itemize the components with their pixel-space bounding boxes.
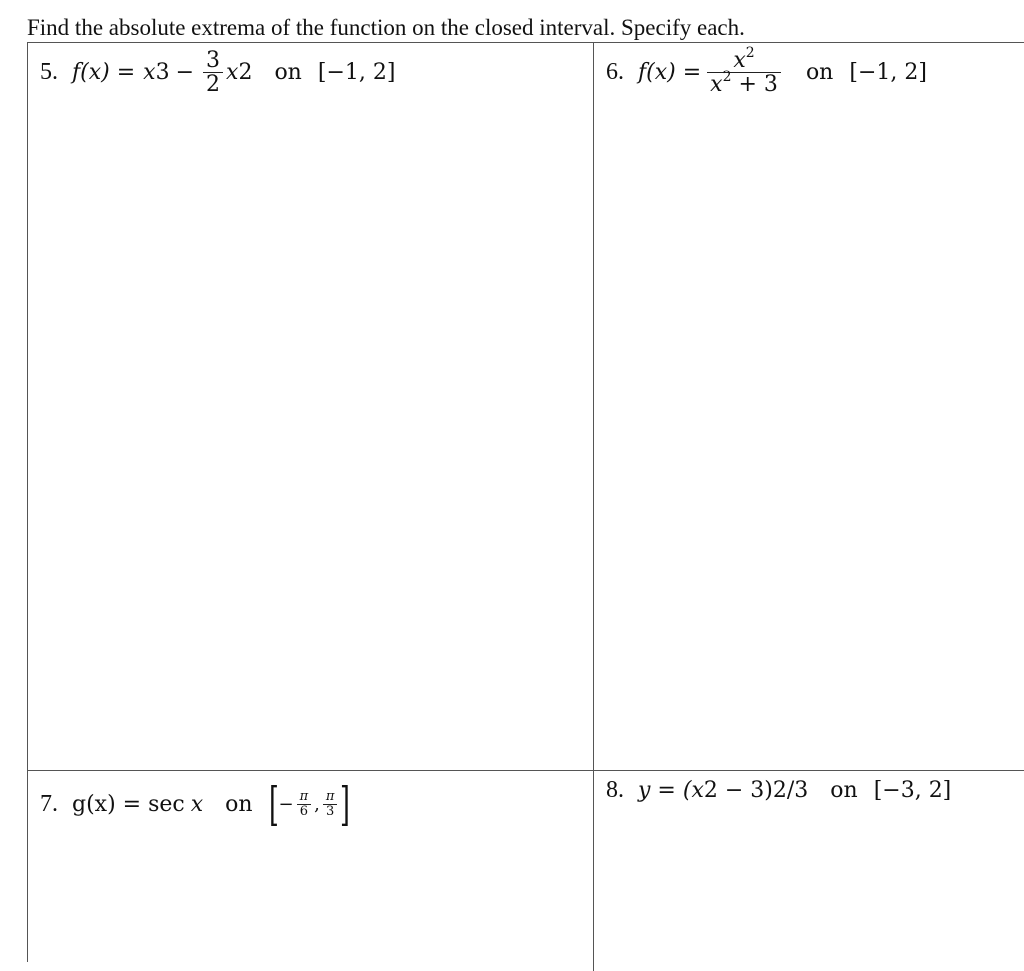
- problem-7-cell: [28, 771, 594, 971]
- problem-8-statement: 8. y = ( x 2 − 3) 2/3 on [−3, 2]: [606, 777, 952, 803]
- on-word: on: [274, 60, 302, 86]
- on-word: on: [805, 60, 834, 86]
- problem-grid: [27, 42, 1024, 962]
- fraction-numerator: [730, 45, 757, 73]
- numerator-exponent: 2: [745, 45, 755, 61]
- on-word: on: [830, 778, 858, 803]
- problem-7-statement: [40, 777, 351, 831]
- rational-fraction: [707, 45, 781, 98]
- problem-8-cell: [594, 771, 1024, 971]
- function-variable: x: [190, 791, 204, 817]
- upper-bound-fraction: [323, 790, 338, 818]
- instructions-heading: Find the absolute extrema of the function on the closed interval. Specify each.: [27, 15, 745, 40]
- on-word: on: [225, 791, 253, 817]
- problem-6-cell: [594, 43, 1024, 771]
- function-lhs: y = (: [638, 778, 692, 803]
- problem-number: 7.: [40, 790, 58, 817]
- interval: [−1, 2]: [849, 60, 927, 86]
- problem-5-statement: 5. f(x) = x 3 − $\frac{3}{2}$ x 2 on [−1, 2]: [40, 48, 396, 98]
- inner-expression: − 3): [717, 778, 773, 803]
- right-bracket: ]: [340, 777, 351, 831]
- term-base: x: [691, 778, 704, 803]
- denominator-rest: + 3: [738, 72, 778, 98]
- lower-bound-fraction: [297, 790, 312, 818]
- denominator-base: x: [710, 72, 723, 98]
- fraction-denominator: 3: [326, 803, 335, 819]
- fraction-numerator: 3: [206, 48, 221, 73]
- problem-5-cell: [28, 43, 594, 771]
- interval: [−1, 2]: [317, 60, 396, 86]
- problem-number: 8.: [606, 777, 624, 803]
- problem-6-statement: [606, 45, 927, 98]
- fraction-denominator: 2: [206, 72, 221, 98]
- denominator-exponent: 2: [722, 69, 732, 86]
- coefficient-fraction: [203, 49, 223, 96]
- fraction-numerator: π: [299, 788, 309, 804]
- numerator-base: x: [733, 48, 746, 73]
- function-lhs: f(x) =: [638, 60, 702, 86]
- function-lhs: g(x) = sec: [72, 791, 185, 817]
- interval: [−3, 2]: [873, 778, 952, 803]
- function-lhs: f(x) =: [72, 60, 136, 86]
- comma: ,: [314, 793, 320, 815]
- problem-number: 6.: [606, 59, 624, 86]
- term-base: x: [143, 60, 156, 86]
- problem-number: 5.: [40, 59, 58, 86]
- fraction-denominator: [707, 69, 781, 98]
- term-base: x: [226, 60, 239, 86]
- fraction-denominator: 6: [299, 803, 309, 819]
- minus-sign: −: [278, 793, 294, 815]
- minus-sign: −: [175, 60, 195, 86]
- fraction-numerator: π: [325, 788, 335, 804]
- left-bracket: [: [268, 777, 279, 831]
